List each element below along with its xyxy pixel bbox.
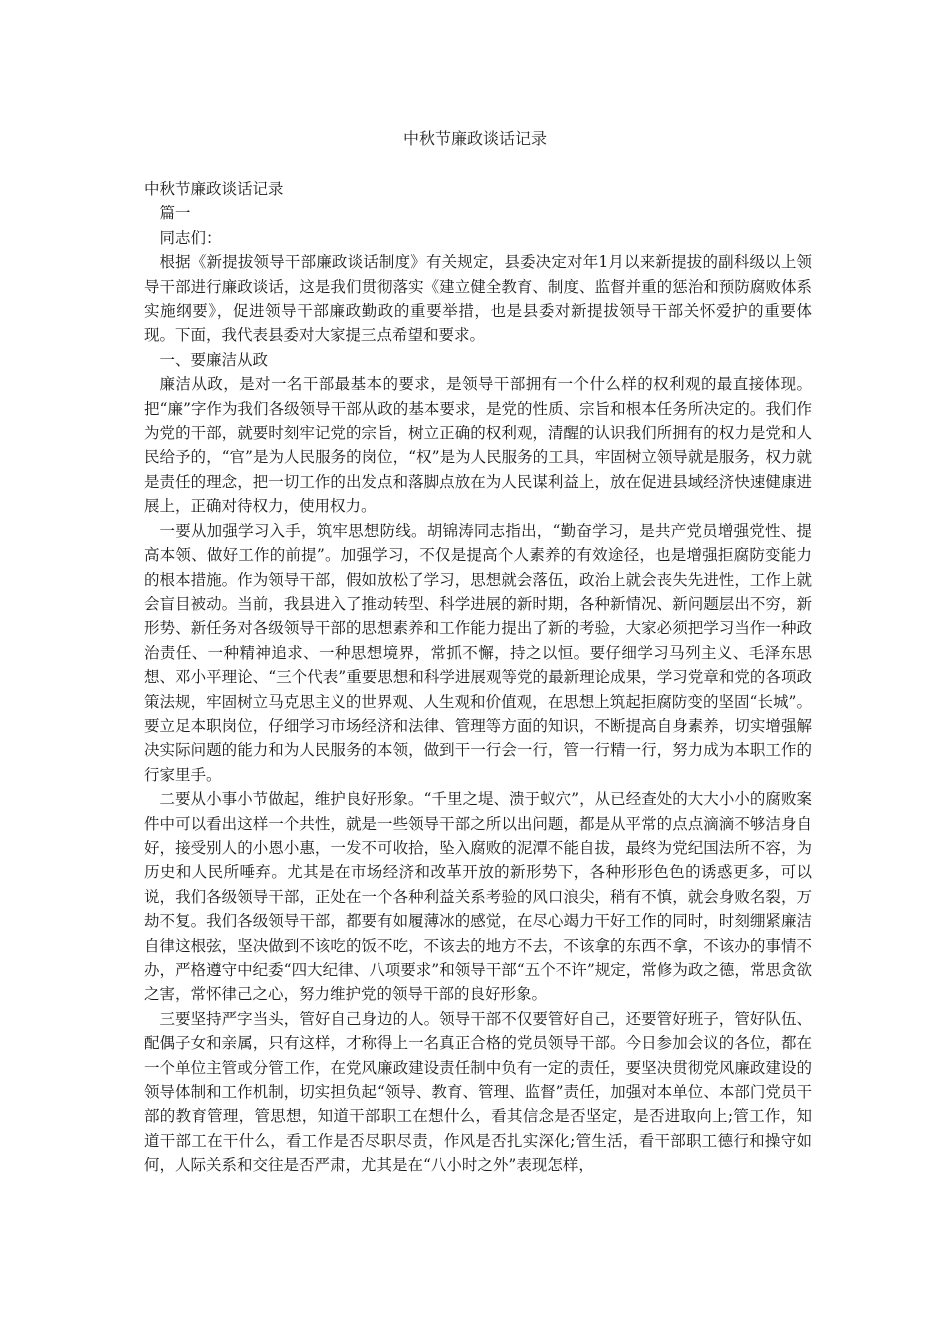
document-title: 中秋节廉政谈话记录: [402, 129, 547, 148]
paragraph-clean-governance: 廉洁从政，是对一名干部最基本的要求，是领导干部拥有一个什么样的权利观的最直接体现。把“廉”字作为我们各级领导干部从政的基本要求，是党的性质、宗旨和根本任务所决定的。我们作为党的干部，就要时刻牢记党的宗旨，树立正确的权利观，清醒的认识我们所拥有的权力是党和人民给予的，“官”是为人民服务的岗位，“权”是为人民服务的工具，牢固树立领导就是服务，权力就是责任的理念，把一切工作的出发点和落脚点放在为人民谋利益上，放在促进县域经济快速健康进展上，正确对待权力，使用权力。: [144, 375, 812, 516]
paragraph-strictness: 三要坚持严字当头，管好自己身边的人。领导干部不仅要管好自己，还要管好班子，管好队伍、配偶子女和亲属，只有这样，才称得上一名真正合格的党员领导干部。今日参加会议的各位，都在一个单位主管或分管工作，在党风廉政建设责任制中负有一定的责任，要坚决贯彻党风廉政建设的领导体制和工作机制，切实担负起“领导、教育、管理、监督”责任，加强对本单位、本部门党员干部的教育管理，管思想，知道干部职工在想什么，看其信念是否坚定，是否进取向上;管工作，知道干部工在干什么，看工作是否尽职尽责，作风是否扎实深化;管生活，看干部职工德行和操守如何，人际关系和交往是否严肃，尤其是在“八小时之外”表现怎样，: [144, 1009, 812, 1175]
section-label: 篇一: [159, 204, 191, 223]
paragraph-small-matters: 二要从小事小节做起，维护良好形象。“千里之堤、溃于蚁穴”，从已经查处的大大小小的腐败案件中可以看出这样一个共性，就是一些领导干部之所以出问题，都是从平常的点点滴滴不够洁身自好，接受别人的小恩小惠，一发不可收拾，坠入腐败的泥潭不能自拔，最终为党纪国法所不容，为历史和人民所唾弃。尤其是在市场经济和改革开放的新形势下，各种形形色色的诱惑更多，可以说，我们各级领导干部，正处在一个各种利益关系考验的风口浪尖，稍有不慎，就会身败名裂，万劫不复。我们各级领导干部，都要有如履薄冰的感觉，在尽心竭力干好工作的同时，时刻绷紧廉洁自律这根弦，坚决做到不该吃的饭不吃，不该去的地方不去，不该拿的东西不拿，不该办的事情不办，严格遵守中纪委“四大纪律、八项要求”和领导干部“五个不许”规定，常修为政之德，常思贪欲之害，常怀律己之心，努力维护党的领导干部的良好形象。: [144, 790, 812, 1004]
paragraph-study: 一要从加强学习入手，筑牢思想防线。胡锦涛同志指出，“勤奋学习，是共产党员增强党性、提高本领、做好工作的前提”。加强学习，不仅是提高个人素养的有效途径，也是增强拒腐防变能力的根本措施。作为领导干部，假如放松了学习，思想就会落伍，政治上就会丧失先进性，工作上就会盲目被动。当前，我县进入了推动转型、科学进展的新时期，各种新情况、新问题层出不穷，新形势、新任务对各级领导干部的思想素养和工作能力提出了新的考验，大家必须把学习当作一种政治责任、一种精神追求、一种思想境界，常抓不懈，持之以恒。要仔细学习马列主义、毛泽东思想、邓小平理论、“三个代表”重要思想和科学进展观等党的最新理论成果，学习党章和党的各项政策法规，牢固树立马克思主义的世界观、人生观和价值观，在思想上筑起拒腐防变的坚固“长城”。要立足本职岗位，仔细学习市场经济和法律、管理等方面的知识，不断提高自身素养，切实增强解决实际问题的能力和为人民服务的本领，做到干一行会一行，管一行精一行，努力成为本职工作的行家里手。: [144, 521, 812, 784]
paragraph-intro: 根据《新提拔领导干部廉政谈话制度》有关规定，县委决定对年1月以来新提拔的副科级以上领导干部进行廉政谈话，这是我们贯彻落实《建立健全教育、制度、监督并重的惩治和预防腐败体系实施纲要》，促进领导干部廉政勤政的重要举措，也是县委对新提拔领导干部关怀爱护的重要体现。下面，我代表县委对大家提三点希望和要求。: [144, 253, 812, 345]
document-body: [144, 177, 812, 1178]
body-heading: 中秋节廉政谈话记录: [144, 180, 284, 198]
section-heading: 一、要廉洁从政: [159, 350, 269, 369]
salutation: 同志们：: [159, 228, 222, 247]
